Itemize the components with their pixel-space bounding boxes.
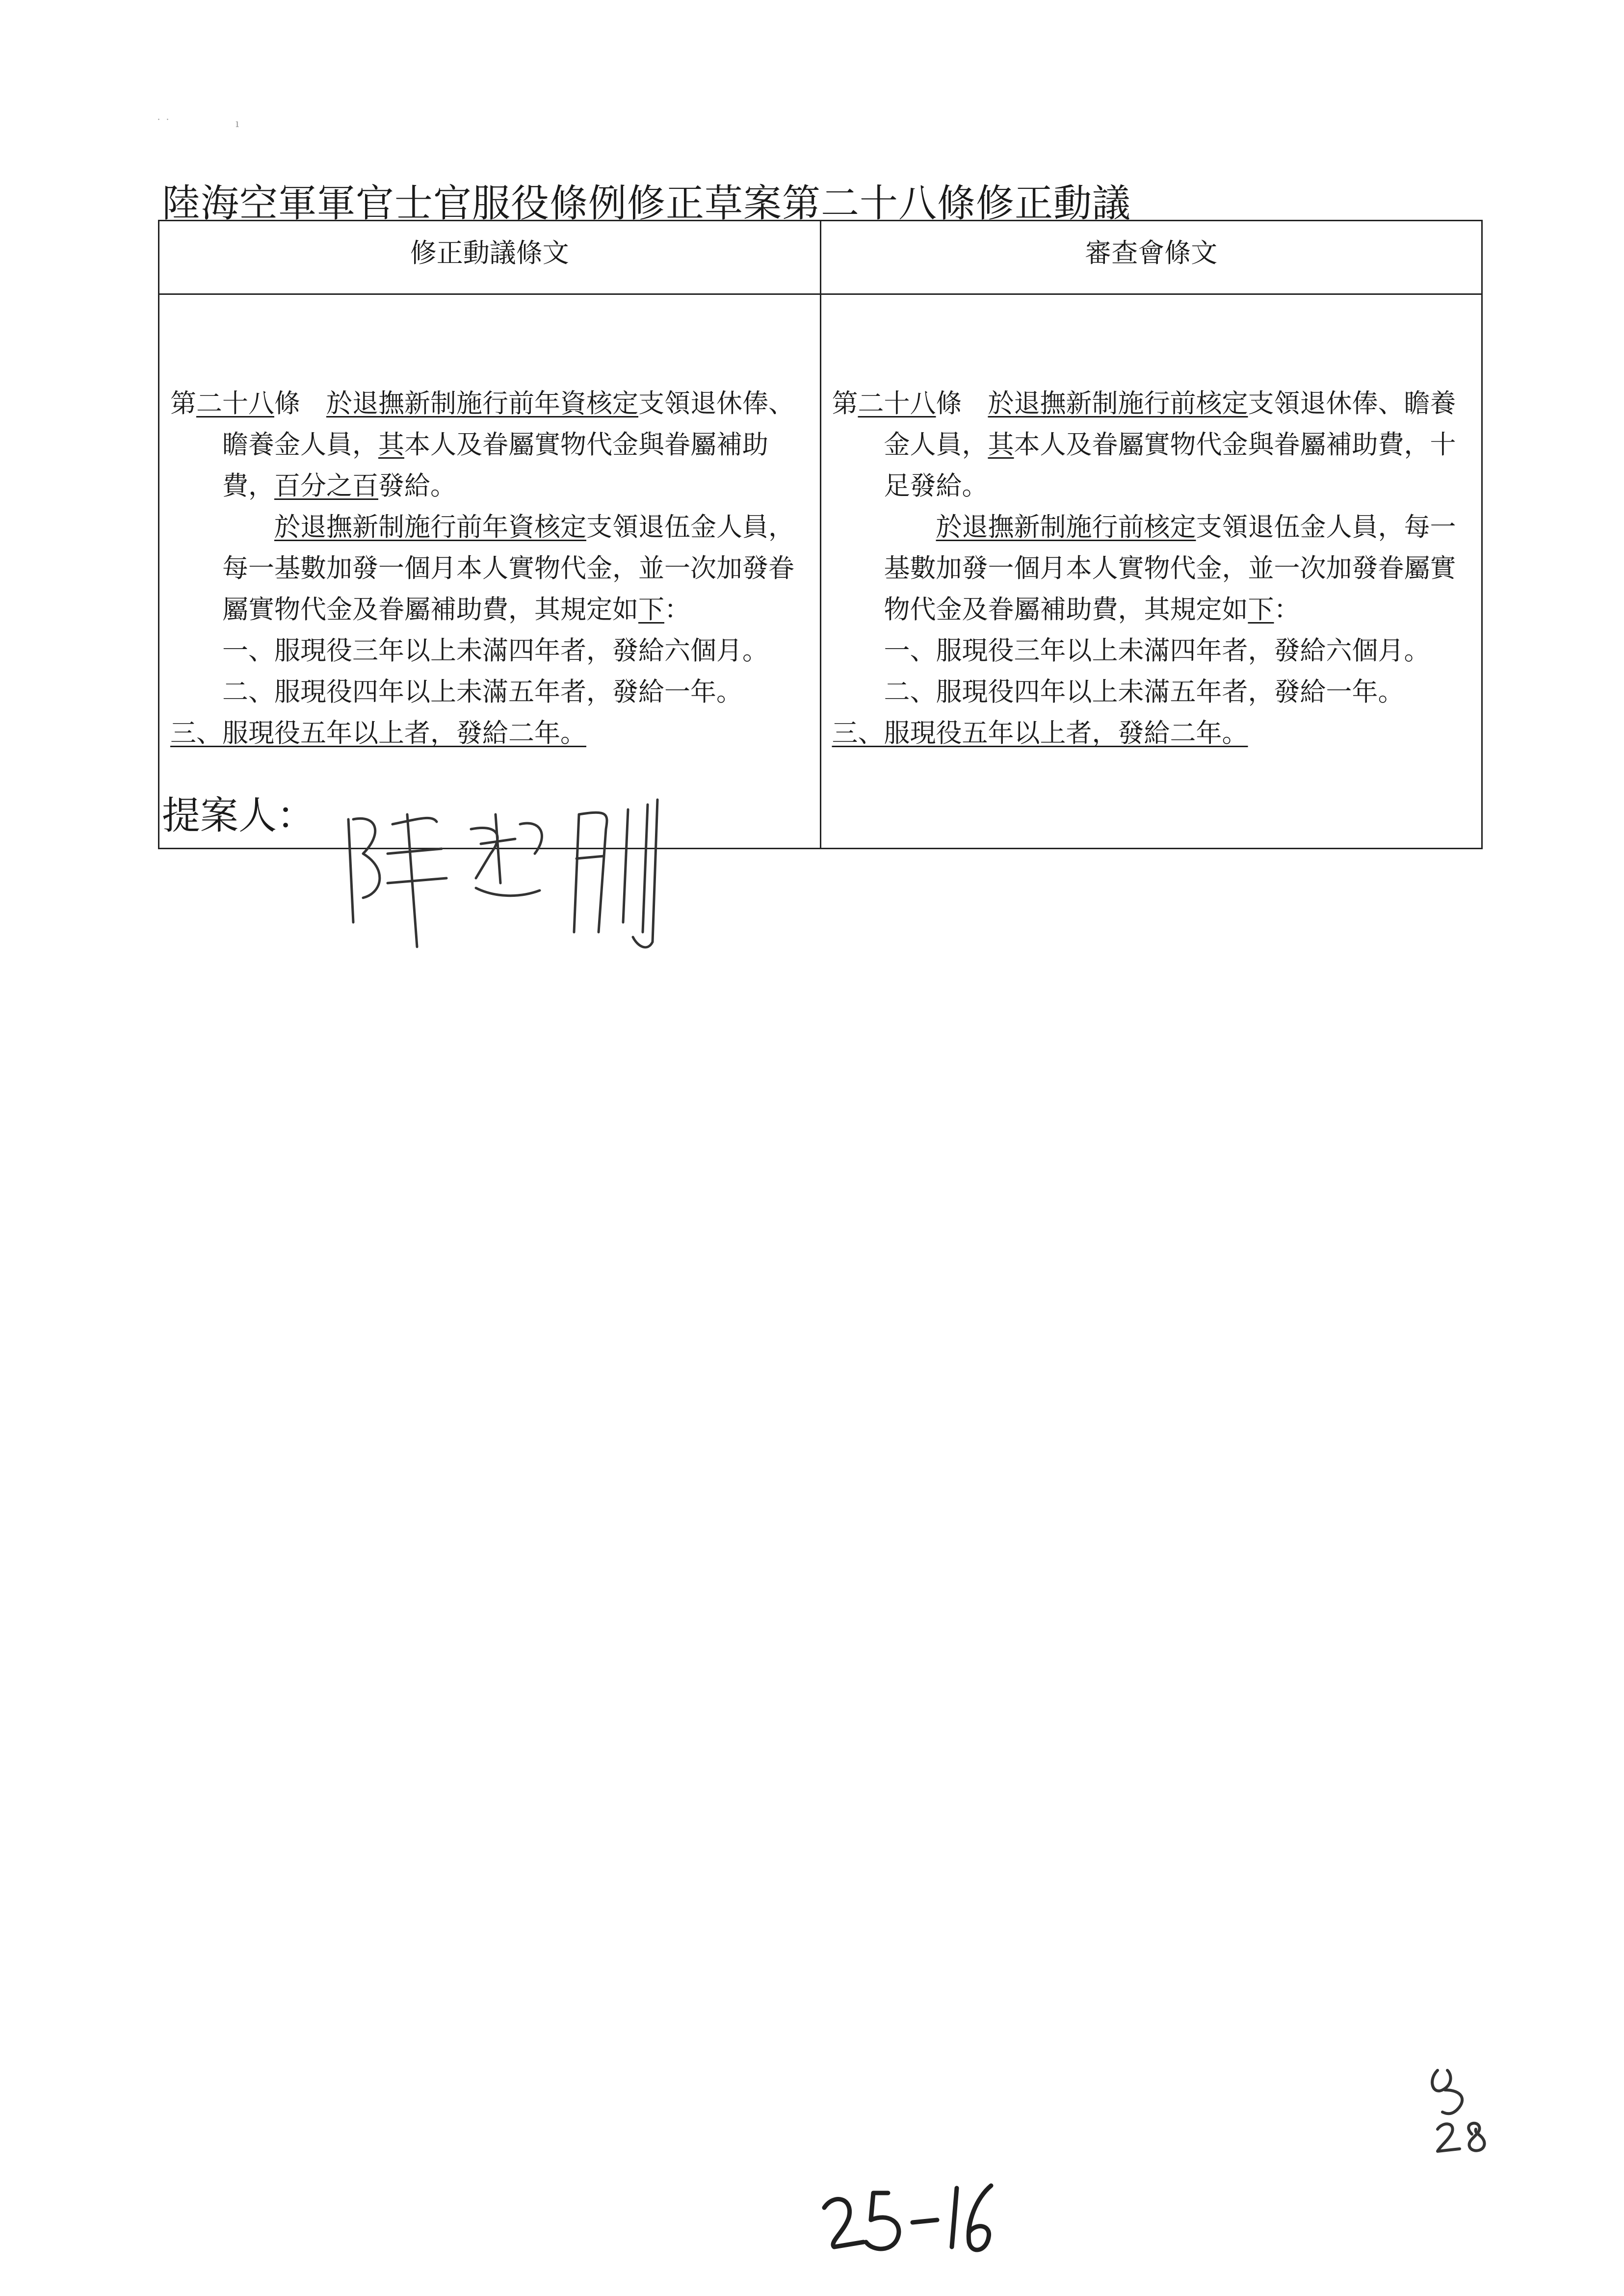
underlined-segment: 於退撫新制施行前年資核定 xyxy=(274,512,586,542)
document-title: 陸海空軍軍官士官服役條例修正草案第二十八條修正動議 xyxy=(162,182,1131,226)
table-body-row xyxy=(159,294,1482,849)
scan-speck: ˙ ˙ xyxy=(156,118,170,130)
list-item-added: 三、服現役五年以上者，發給二年。 xyxy=(832,718,1248,748)
scan-speck: ı xyxy=(236,118,239,130)
table-header-row xyxy=(159,221,1482,294)
text-segment: ： xyxy=(664,595,690,625)
text-segment: 支領退休俸、瞻養金人員， xyxy=(222,389,794,460)
text-segment: 第 xyxy=(832,389,858,418)
text-segment: 條 xyxy=(274,389,326,418)
handwritten-page-code xyxy=(814,2173,1001,2257)
text-segment: 發給。 xyxy=(378,471,456,501)
underlined-segment: 於退撫新制施行前年資核定 xyxy=(326,389,638,418)
proposer-label: 提案人： xyxy=(162,794,315,838)
list-item: 二、服現役四年以上未滿五年者，發給一年。 xyxy=(884,677,1404,707)
list-item: 二、服現役四年以上未滿五年者，發給一年。 xyxy=(222,677,742,707)
handwritten-page-number xyxy=(1418,2061,1516,2159)
text-segment: 支領退伍金人員，每一基數加發一個月本人實物代金，並一次加發眷屬實物代金及眷屬補助費，其規定如 xyxy=(222,512,794,625)
list-item-added: 三、服現役五年以上者，發給二年。 xyxy=(170,718,586,748)
article-paragraph-2 xyxy=(832,507,1475,630)
underlined-segment: 其 xyxy=(988,430,1014,460)
underlined-segment: 其 xyxy=(378,430,404,460)
text-segment: 支領退伍金人員，每一基數加發一個月本人實物代金，並一次加發眷屬實物代金及眷屬補助費，其規定如 xyxy=(884,512,1456,625)
list-item: 一、服現役三年以上未滿四年者，發給六個月。 xyxy=(222,636,768,666)
underlined-segment: 下 xyxy=(638,595,664,625)
handwritten-signature xyxy=(334,785,716,962)
text-segment: 支領退休俸、瞻養金人員， xyxy=(884,389,1456,460)
article-paragraph-2 xyxy=(170,507,813,630)
column-header-motion: 修正動議條文 xyxy=(159,221,821,294)
list-item: 一、服現役三年以上未滿四年者，發給六個月。 xyxy=(884,636,1430,666)
underlined-segment: 二十八 xyxy=(858,389,936,418)
underlined-segment: 百分之百 xyxy=(274,471,378,501)
column-header-committee: 審查會條文 xyxy=(820,221,1482,294)
underlined-segment: 下 xyxy=(1248,595,1274,625)
underlined-segment: 於退撫新制施行前核定 xyxy=(988,389,1248,418)
underlined-segment: 於退撫新制施行前核定 xyxy=(936,512,1196,542)
underlined-segment: 二十八 xyxy=(196,389,274,418)
article-paragraph-1 xyxy=(832,383,1475,507)
committee-article-cell xyxy=(820,294,1482,849)
motion-article-cell xyxy=(159,294,821,849)
text-segment: 第 xyxy=(170,389,196,418)
comparison-table xyxy=(158,220,1483,849)
text-segment: 本人及眷屬實物代金與眷屬補助費， xyxy=(222,430,768,501)
text-segment: 本人及眷屬實物代金與眷屬補助費，十足發給。 xyxy=(884,430,1456,501)
text-segment: ： xyxy=(1274,595,1300,625)
text-segment: 條 xyxy=(936,389,988,418)
article-paragraph-1 xyxy=(170,383,813,507)
